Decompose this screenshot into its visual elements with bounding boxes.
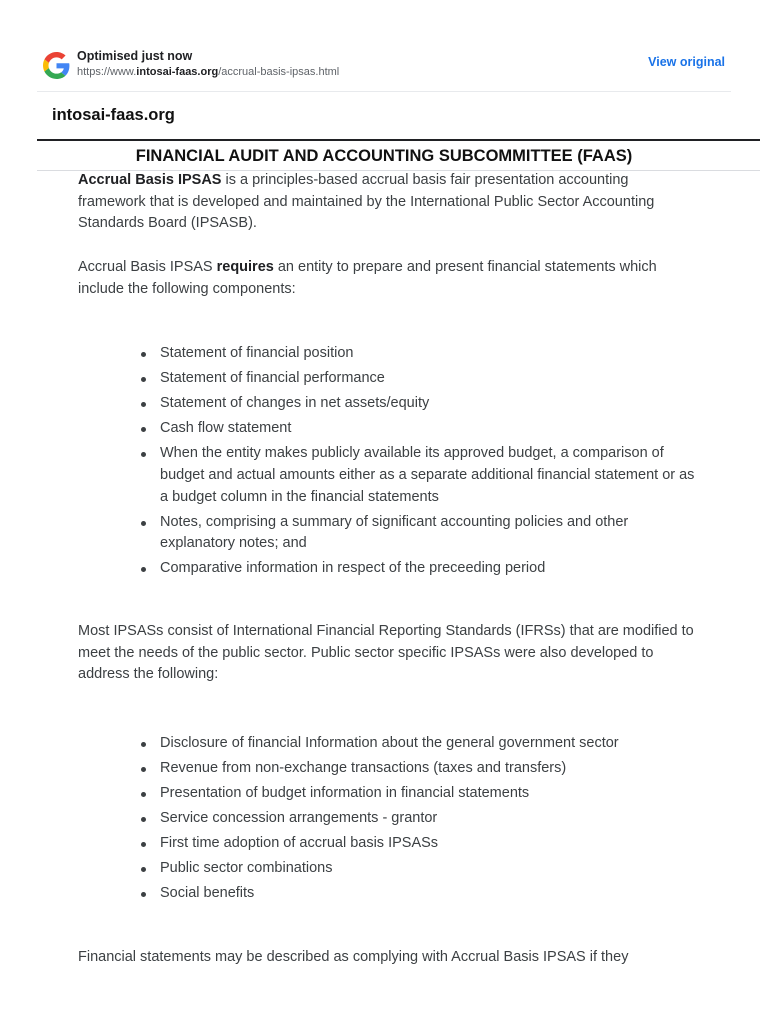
list-item: Public sector combinations	[160, 858, 698, 880]
article-body	[78, 170, 698, 969]
url-domain: intosai-faas.org	[136, 66, 219, 78]
view-original-link[interactable]: View original	[648, 55, 725, 69]
list-item: First time adoption of accrual basis IPSASs	[160, 833, 698, 855]
list-item: Disclosure of financial Information about the general government sector	[160, 733, 698, 755]
list-item: Cash flow statement	[160, 418, 698, 440]
requirements-paragraph	[78, 257, 698, 300]
amp-viewer-header	[0, 0, 768, 92]
site-divider	[37, 139, 760, 141]
list-item: Statement of financial performance	[160, 368, 698, 390]
page-title: FINANCIAL AUDIT AND ACCOUNTING SUBCOMMITTEE (FAAS)	[135, 147, 633, 165]
requirements-bold: requires	[216, 258, 274, 275]
page-url	[77, 66, 339, 78]
list-item: Statement of changes in net assets/equity	[160, 393, 698, 415]
google-g-icon	[43, 52, 70, 79]
intro-text: is a principles-based accrual basis fair presentation accounting framework that is developed and maintained by the International Public Sector Accounting Standards Board (IPSASB).	[78, 172, 655, 232]
list-item: Revenue from non-exchange transactions (taxes and transfers)	[160, 758, 698, 780]
list-item: Service concession arrangements - grantor	[160, 808, 698, 830]
intro-paragraph	[78, 170, 698, 235]
url-path: /accrual-basis-ipsas.html	[218, 66, 340, 78]
site-name[interactable]: intosai-faas.org	[52, 106, 175, 124]
requirements-start: Accrual Basis IPSAS	[78, 258, 217, 275]
ifrs-paragraph: Most IPSASs consist of International Financial Reporting Standards (IFRSs) that are modified to meet the needs of the public sector. Public sector specific IPSASs were also developed to address the following:	[78, 623, 694, 683]
intro-bold: Accrual Basis IPSAS	[78, 172, 222, 188]
header-divider	[37, 91, 731, 92]
requirements-text: an entity to prepare and present financial statements which include the following components:	[78, 258, 657, 297]
components-list	[78, 343, 698, 580]
compliance-paragraph: Financial statements may be described as complying with Accrual Basis IPSAS if they	[78, 948, 629, 965]
topics-list	[78, 733, 698, 905]
list-item: When the entity makes publicly available its approved budget, a comparison of budget and actual amounts either as a separate additional financial statement or as a budget column in the financial statements	[160, 443, 698, 508]
list-item: Statement of financial position	[160, 343, 698, 365]
list-item: Presentation of budget information in financial statements	[160, 783, 698, 805]
list-item: Comparative information in respect of the preceeding period	[160, 558, 698, 580]
url-prefix: https://www.	[77, 66, 137, 78]
list-item: Notes, comprising a summary of significant accounting policies and other explanatory notes; and	[160, 512, 698, 555]
list-item: Social benefits	[160, 883, 698, 905]
optimised-status: Optimised just now	[77, 49, 193, 63]
